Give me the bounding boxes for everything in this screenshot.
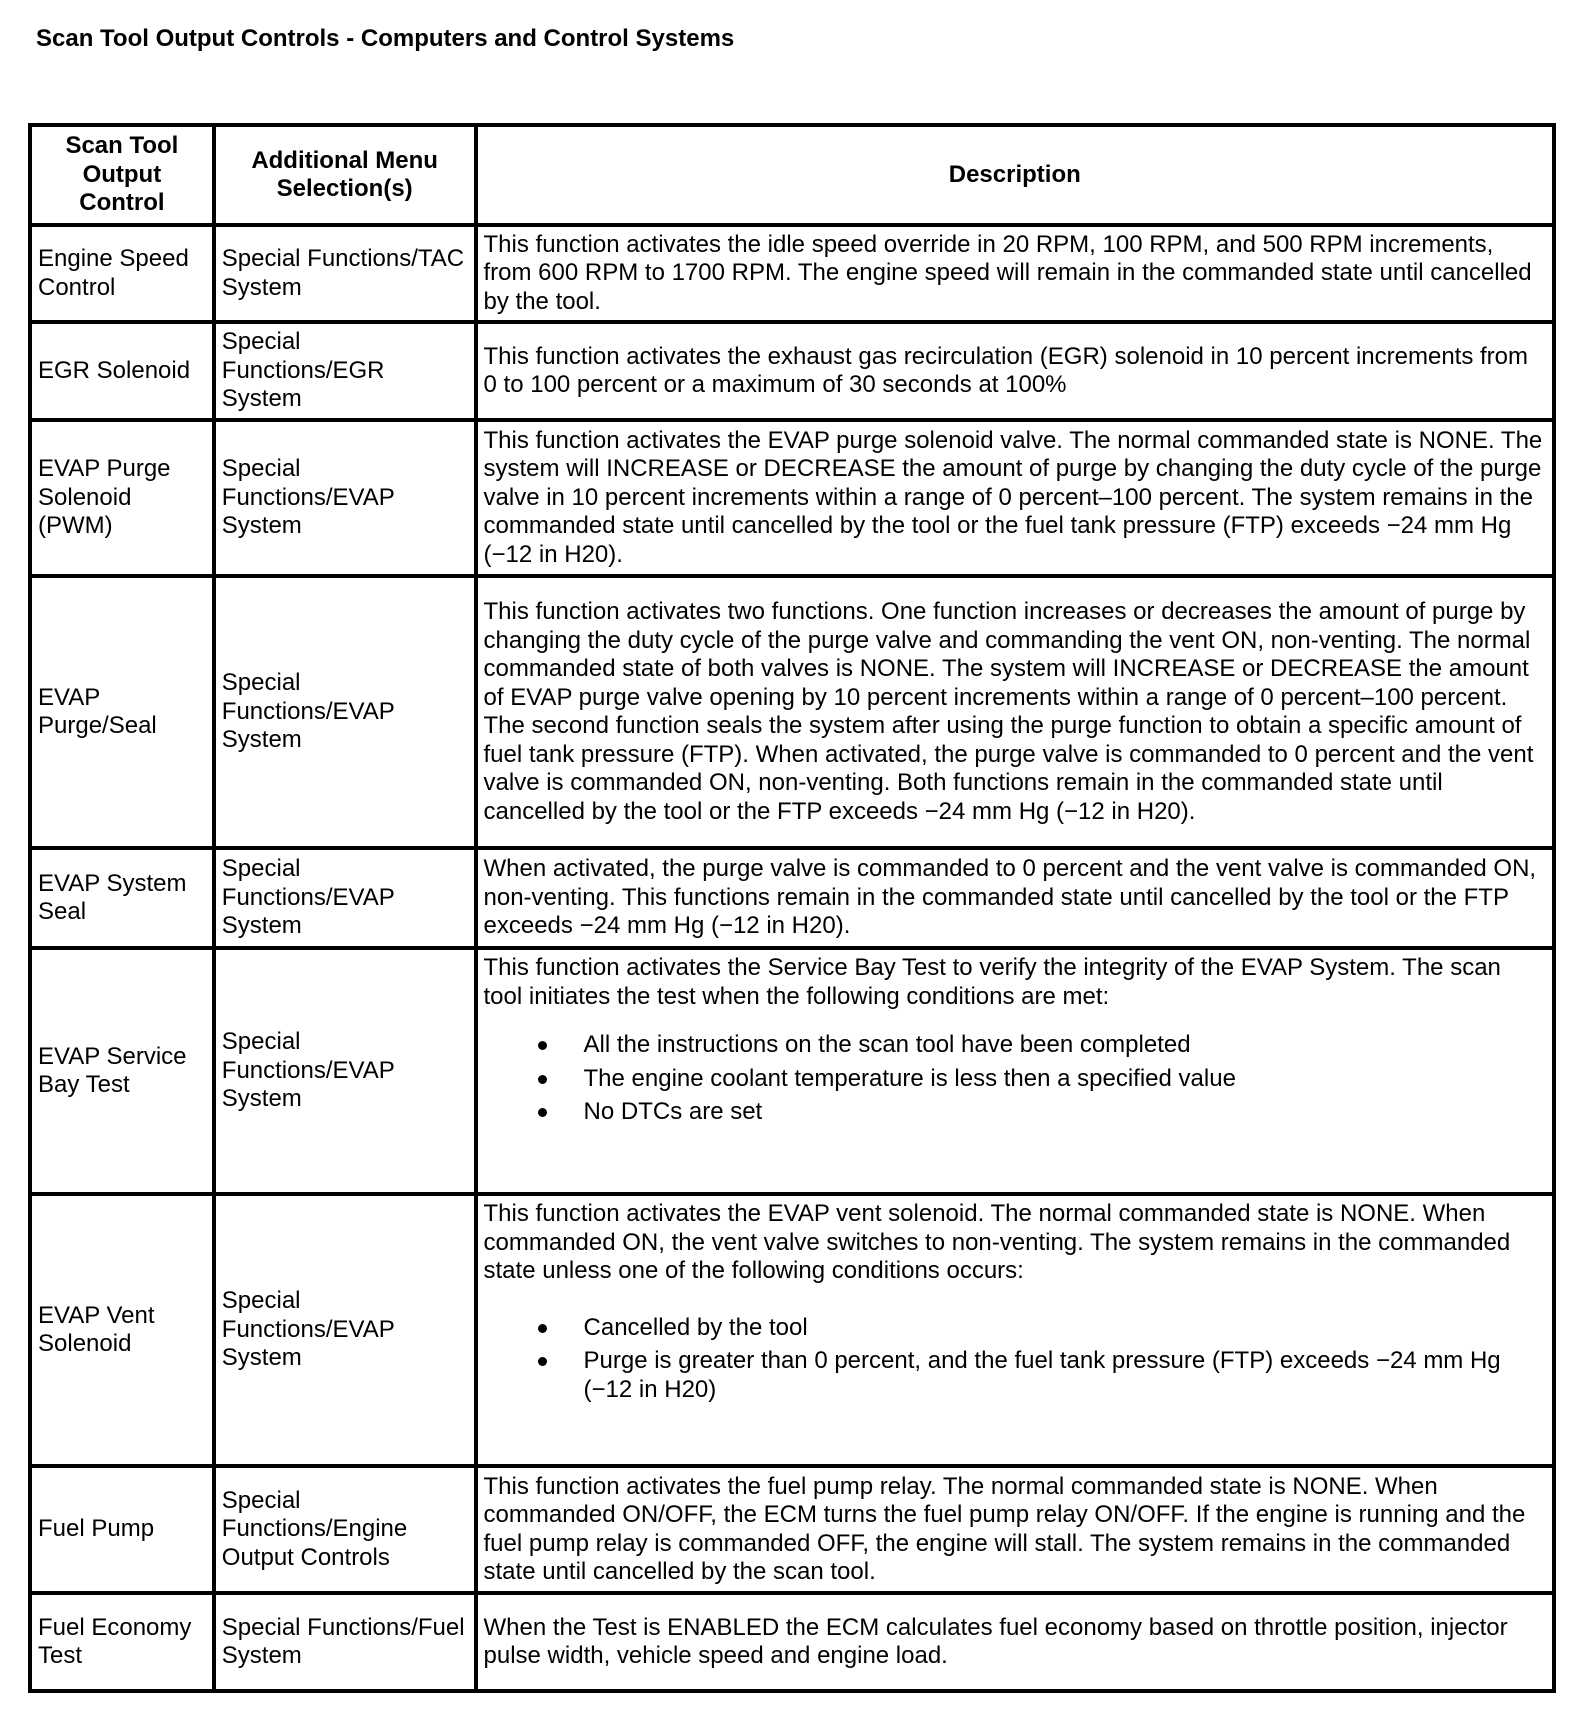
- row-control: EVAP Purge Solenoid (PWM): [30, 420, 214, 576]
- row-menu: Special Functions/EGR System: [214, 322, 476, 420]
- row-control: Fuel Pump: [30, 1466, 214, 1593]
- row-menu: Special Functions/EVAP System: [214, 848, 476, 948]
- row-menu: Special Functions/EVAP System: [214, 948, 476, 1194]
- row-description: When the Test is ENABLED the ECM calculates fuel economy based on throttle position, injector pulse width, vehicle speed and engine load.: [476, 1593, 1554, 1691]
- list-item: No DTCs are set: [484, 1098, 1546, 1127]
- row-description-text: This function activates the EVAP vent solenoid. The normal commanded state is NONE. When commanded ON, the vent valve switches to non-venting. The system remains in the commanded state unless one of the following conditions occurs:: [483, 1200, 1511, 1284]
- conditions-list: [484, 1031, 1546, 1127]
- row-control: EVAP System Seal: [30, 848, 214, 948]
- row-control: Engine Speed Control: [30, 225, 214, 322]
- table-row: [30, 420, 1554, 576]
- row-description: [476, 948, 1554, 1194]
- row-description: This function activates two functions. One function increases or decreases the amount of purge by changing the duty cycle of the purge valve and commanding the vent ON, non-venting. The normal commanded state of both valves is NONE. The system will INCREASE or DECREASE the amount of EVAP purge valve opening by 10 percent increments within a range of 0 percent–100 percent. The second function seals the system after using the purge function to obtain a specific amount of fuel tank pressure (FTP). When activated, the purge valve is commanded to 0 percent and the vent valve is commanded ON, non-venting. Both functions remain in the commanded state until cancelled by the tool or the FTP exceeds −24 mm Hg (−12 in H20).: [476, 576, 1554, 848]
- header-row: [30, 125, 1554, 225]
- header-description: Description: [476, 125, 1554, 225]
- table-row: [30, 1194, 1554, 1466]
- row-description: [476, 1194, 1554, 1466]
- table-row: [30, 225, 1554, 322]
- page-title: Scan Tool Output Controls - Computers and Control Systems: [36, 25, 735, 52]
- table-row: [30, 848, 1554, 948]
- row-description: When activated, the purge valve is commanded to 0 percent and the vent valve is commanded ON, non-venting. This functions remain in the commanded state until cancelled by the tool or the FTP exceeds −24 mm Hg (−12 in H20).: [476, 848, 1554, 948]
- row-menu: Special Functions/Fuel System: [214, 1593, 476, 1691]
- row-control: EVAP Service Bay Test: [30, 948, 214, 1194]
- table-row: [30, 1593, 1554, 1691]
- row-control: EVAP Purge/Seal: [30, 576, 214, 848]
- table-row: [30, 576, 1554, 848]
- row-description-text: This function activates the Service Bay Test to verify the integrity of the EVAP System. The scan tool initiates the test when the following conditions are met:: [483, 954, 1501, 1010]
- row-description: This function activates the fuel pump relay. The normal commanded state is NONE. When commanded ON/OFF, the ECM turns the fuel pump relay ON/OFF. If the engine is running and the fuel pump relay is commanded OFF, the engine will stall. The system remains in the commanded state until cancelled by the scan tool.: [476, 1466, 1554, 1593]
- table-row: [30, 322, 1554, 420]
- table-row: [30, 948, 1554, 1194]
- table-row: [30, 1466, 1554, 1593]
- conditions-list: [484, 1314, 1546, 1405]
- row-control: EGR Solenoid: [30, 322, 214, 420]
- header-menu: Additional Menu Selection(s): [214, 125, 476, 225]
- list-item: The engine coolant temperature is less then a specified value: [484, 1065, 1546, 1094]
- row-control: EVAP Vent Solenoid: [30, 1194, 214, 1466]
- row-menu: Special Functions/Engine Output Controls: [214, 1466, 476, 1593]
- header-control: Scan Tool Output Control: [30, 125, 214, 225]
- row-menu: Special Functions/EVAP System: [214, 576, 476, 848]
- row-description: This function activates the EVAP purge solenoid valve. The normal commanded state is NONE. The system will INCREASE or DECREASE the amount of purge by changing the duty cycle of the purge valve in 10 percent increments within a range of 0 percent–100 percent. The system remains in the commanded state until cancelled by the tool or the fuel tank pressure (FTP) exceeds −24 mm Hg (−12 in H20).: [476, 420, 1554, 576]
- list-item: All the instructions on the scan tool have been completed: [484, 1031, 1546, 1060]
- output-controls-table: [28, 123, 1556, 1693]
- row-menu: Special Functions/EVAP System: [214, 1194, 476, 1466]
- row-control: Fuel Economy Test: [30, 1593, 214, 1691]
- list-item: Purge is greater than 0 percent, and the fuel tank pressure (FTP) exceeds −24 mm Hg (−12 in H20): [484, 1347, 1546, 1404]
- list-item: Cancelled by the tool: [484, 1314, 1546, 1343]
- row-menu: Special Functions/EVAP System: [214, 420, 476, 576]
- row-description: This function activates the idle speed override in 20 RPM, 100 RPM, and 500 RPM increments, from 600 RPM to 1700 RPM. The engine speed will remain in the commanded state until cancelled by the tool.: [476, 225, 1554, 322]
- row-menu: Special Functions/TAC System: [214, 225, 476, 322]
- row-description: This function activates the exhaust gas recirculation (EGR) solenoid in 10 percent increments from 0 to 100 percent or a maximum of 30 seconds at 100%: [476, 322, 1554, 420]
